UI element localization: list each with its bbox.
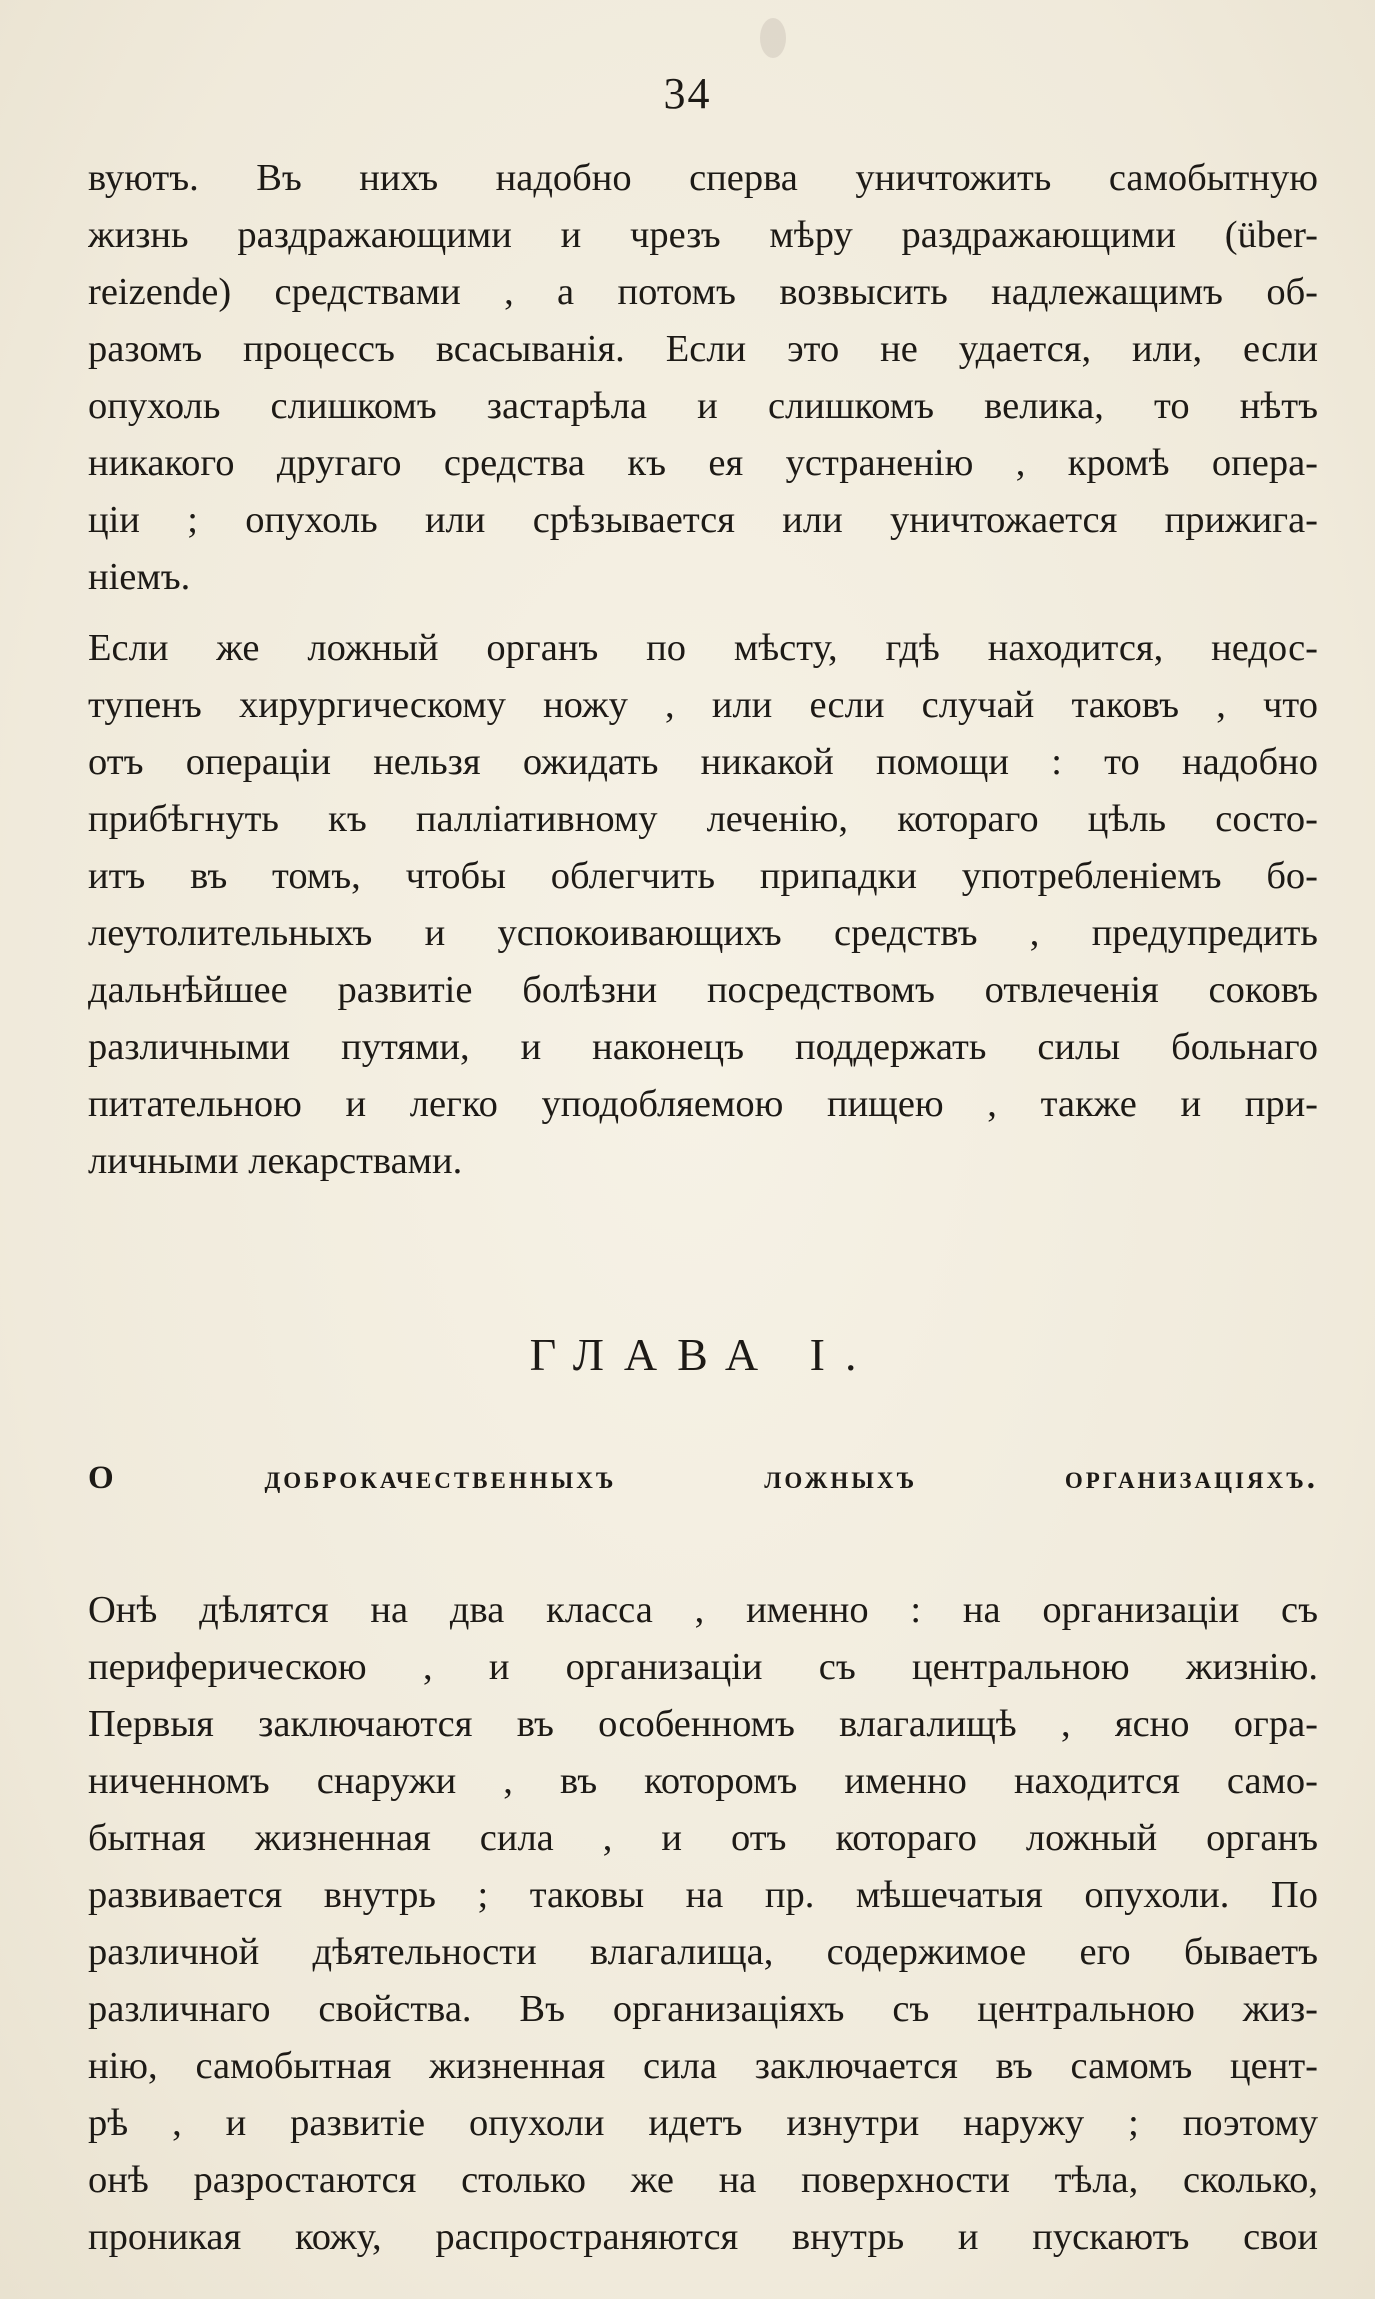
chapter-title: ГЛАВА I.	[529, 1329, 877, 1380]
text-line: Первыя заключаются въ особенномъ влагалищѣ , ясно огра-	[88, 1703, 1318, 1745]
text-line: reizende) средствами , а потомъ возвысить надлежащимъ об-	[88, 271, 1318, 313]
text-line: Если же ложный органъ по мѣсту, гдѣ находится, недос-	[88, 627, 1318, 669]
text-line: прибѣгнуть къ палліативному леченію, котораго цѣль состо-	[88, 798, 1318, 840]
text-line: отъ операціи нельзя ожидать никакой помощи : то надобно	[88, 741, 1318, 783]
text-column	[88, 150, 1318, 2266]
section-title: О доброкачественныхъ ложныхъ организаціяхъ.	[88, 1460, 1318, 1496]
page-number: 34	[663, 69, 712, 118]
text-line: рѣ , и развитіе опухоли идетъ изнутри наружу ; поэтому	[88, 2102, 1318, 2144]
text-line: бытная жизненная сила , и отъ котораго ложный органъ	[88, 1817, 1318, 1859]
text-line: проникая кожу, распространяются внутрь и пускаютъ свои	[88, 2216, 1318, 2258]
text-line: ціи ; опухоль или срѣзывается или уничтожается прижига-	[88, 499, 1318, 541]
text-line: различными путями, и наконецъ поддержать силы больнаго	[88, 1026, 1318, 1068]
text-line: периферическою , и организаціи съ центральною жизнію.	[88, 1646, 1318, 1688]
text-line: итъ въ томъ, чтобы облегчить припадки употребленіемъ бо-	[88, 855, 1318, 897]
text-line: леутолительныхъ и успокоивающихъ средствъ , предупредить	[88, 912, 1318, 954]
text-line: ніемъ.	[88, 556, 191, 598]
text-line: разомъ процессъ всасыванія. Если это не удается, или, если	[88, 328, 1318, 370]
text-line: жизнь раздражающими и чрезъ мѣру раздражающими (über-	[88, 214, 1318, 256]
text-line: нію, самобытная жизненная сила заключается въ самомъ цент-	[88, 2045, 1318, 2087]
text-line: онѣ разростаются столько же на поверхности тѣла, сколько,	[88, 2159, 1318, 2201]
text-line: дальнѣйшее развитіе болѣзни посредствомъ отвлеченія соковъ	[88, 969, 1318, 1011]
paragraph-1	[88, 150, 1318, 606]
text-line: Онѣ дѣлятся на два класса , именно : на организаціи съ	[88, 1589, 1318, 1631]
text-line: различной дѣятельности влагалища, содержимое его бываетъ	[88, 1931, 1318, 1973]
paragraph-2	[88, 620, 1318, 1190]
text-line: никакого другаго средства къ ея устраненію , кромѣ опера-	[88, 442, 1318, 484]
text-line: тупенъ хирургическому ножу , или если случай таковъ , что	[88, 684, 1318, 726]
text-line: опухоль слишкомъ застарѣла и слишкомъ велика, то нѣтъ	[88, 385, 1318, 427]
text-line: питательною и легко уподобляемою пищею , также и при-	[88, 1083, 1318, 1125]
text-line: вуютъ. Въ нихъ надобно сперва уничтожить самобытную	[88, 157, 1318, 199]
paragraph-3	[88, 1582, 1318, 2266]
page-smudge	[760, 18, 786, 58]
text-line: ниченномъ снаружи , въ которомъ именно находится само-	[88, 1760, 1318, 1802]
text-line: личными лекарствами.	[88, 1140, 463, 1182]
text-line: развивается внутрь ; таковы на пр. мѣшечатыя опухоли. По	[88, 1874, 1318, 1916]
text-line: различнаго свойства. Въ организаціяхъ съ центральною жиз-	[88, 1988, 1318, 2030]
